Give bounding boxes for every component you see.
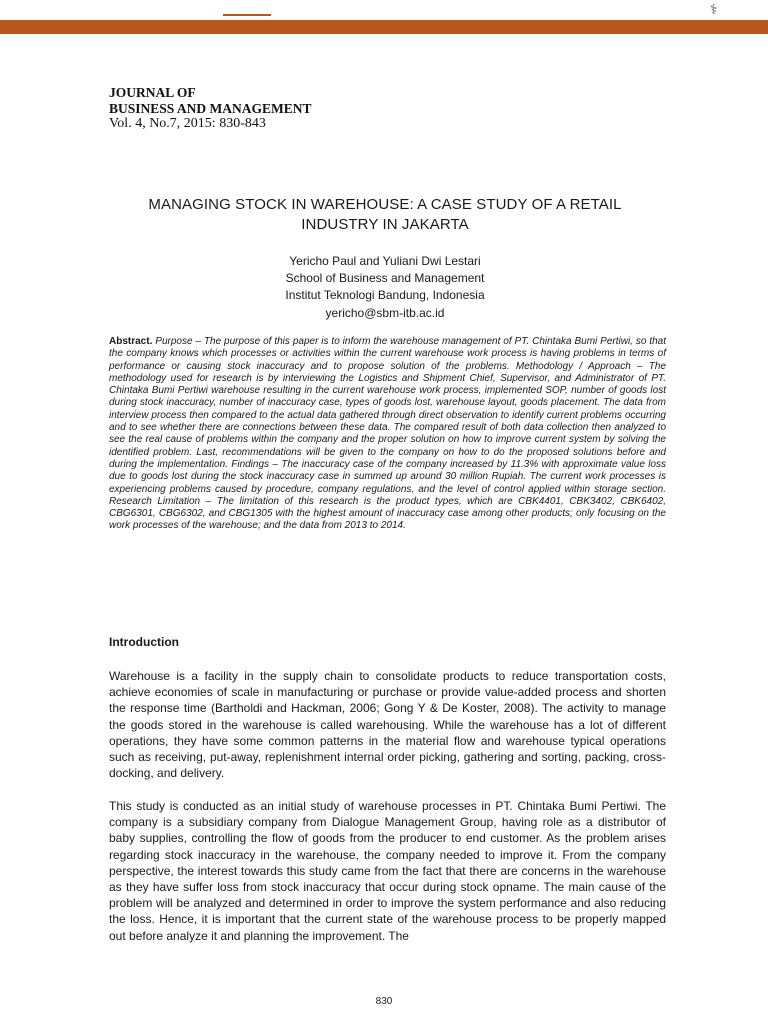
header-accent-line <box>223 14 271 16</box>
paper-title-line1: MANAGING STOCK IN WAREHOUSE: A CASE STUDY OF A RETAIL <box>148 196 622 213</box>
abstract <box>109 336 666 533</box>
paper-title <box>109 195 661 235</box>
journal-name-line2: BUSINESS AND MANAGEMENT <box>109 100 312 116</box>
journal-emblem-icon: ⚕ <box>710 2 718 18</box>
abstract-label: Abstract. <box>109 336 153 347</box>
abstract-text: Purpose – The purpose of this paper is to inform the warehouse management of PT. Chintaka Bumi Pertiwi, so that the company knows which processes or activities within the current warehouse work process is having problems in terms of performance or causing stock inaccuracy and to propose solution of the problems. Methodology / Approach – The methodology used for research is by interviewing the Logistics and Shipment Chief, Supervisor, and Administrator of PT. Chintaka Bumi Pertiwi warehouse resulting in the current warehouse work process, implemented SOP, number of goods lost during stock inaccuracy, number of inaccuracy case, types of goods lost, warehouse layout, goods placement. The data from interview process then compared to the actual data gathered through direct observation to identify current problems occurring and to see whether there are connections between these data. The compared result of both data collection then analyzed to see the real cause of problems within the company and the proper solution on how to improve current system by solving the identified problem. Last, recommendations will be given to the company on how to do the proposed solutions before and during the implementation. Findings – The inaccuracy case of the company increased by 11.3% with approximate value loss due to goods lost during the stock inaccuracy case in summed up around 30 million Rupiah. The current work processes is experiencing problems caused by procedure, company regulations, and the level of control applied within storage section. Research Limitation – The limitation of this research is the product types, which are CBK4401, CBK3402, CBK6402, CBG6301, CBG6302, and CBG1305 with the highest amount of inaccuracy case among other products; only focusing on the work processes of the warehouse; and the data from 2013 to 2014. <box>109 336 667 532</box>
header-brand-band <box>0 20 768 34</box>
paper-title-line2: INDUSTRY IN JAKARTA <box>301 216 469 233</box>
introduction-paragraph-1: Warehouse is a facility in the supply chain to consolidate products to reduce transportation costs, achieve economies of scale in manufacturing or purchase or provide value-added process and shorten the response time (Bartholdi and Hackman, 2006; Gong Y & De Koster, 2008). The activity to manage the goods stored in the warehouse is called warehousing. While the warehouse has a lot of different operations, they have some common patterns in the material flow and warehouse typical operations such as receiving, put-away, replenishment internal order picking, gathering and sorting, packing, cross-docking, and delivery. <box>109 669 666 781</box>
author-school: School of Business and Management <box>285 271 485 286</box>
journal-name-line1: JOURNAL OF <box>109 85 196 100</box>
page-number: 830 <box>375 996 393 1007</box>
author-email[interactable]: yericho@sbm-itb.ac.id <box>325 305 445 320</box>
author-names: Yericho Paul and Yuliani Dwi Lestari <box>289 254 481 268</box>
header-bar <box>0 0 768 34</box>
author-block <box>109 253 661 322</box>
journal-info <box>109 85 312 132</box>
introduction-paragraph-2: This study is conducted as an initial study of warehouse processes in PT. Chintaka Bumi Pertiwi. The company is a subsidiary company from Dialogue Management Group, having role as a distributor of baby supplies, controlling the flow of goods from the producer to end customer. As the problem arises regarding stock inaccuracy in the warehouse, the company needed to improve it. From the company perspective, the interest towards this study came from the fact that there are concerns in the warehouse as they have suffer loss from stock inaccuracy that occur during stock opname. The main cause of the problem will be analyzed and determined in order to improve the system performance and also reducing the loss. Hence, it is important that the current state of the warehouse process to be properly mapped out before analyze it and planning the improvement. The <box>109 799 666 943</box>
author-institute: Institut Teknologi Bandung, Indonesia <box>285 288 485 303</box>
journal-volume: Vol. 4, No.7, 2015: 830-843 <box>109 116 266 131</box>
introduction-heading: Introduction <box>109 635 179 649</box>
